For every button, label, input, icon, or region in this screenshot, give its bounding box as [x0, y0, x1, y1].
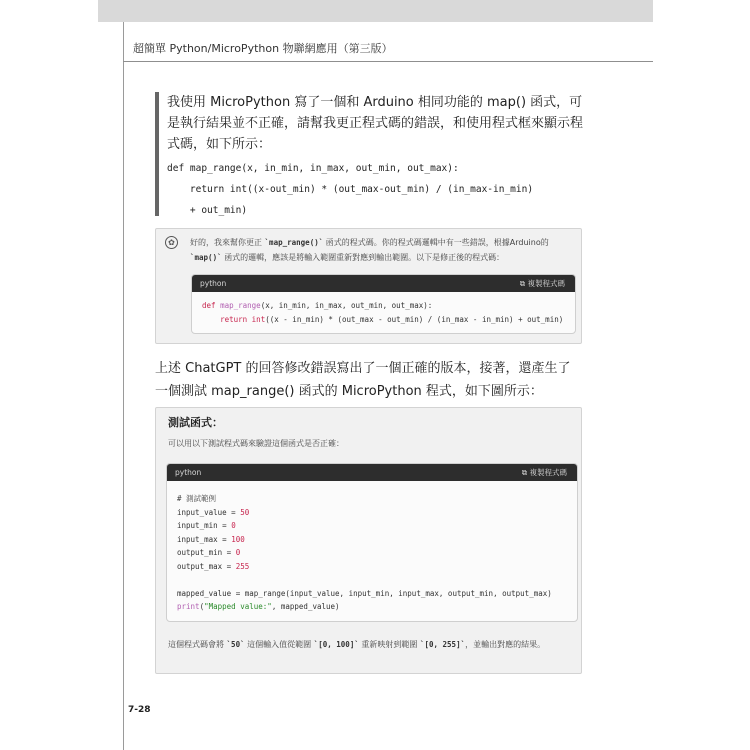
answer-text-part: 好的，我來幫你更正: [190, 238, 265, 247]
copy-code-button[interactable]: ⧉ 複製程式碼: [521, 468, 567, 477]
chatgpt-icon: ✿: [165, 236, 178, 249]
header-rule: [123, 61, 653, 62]
inline-code: `map_range()`: [264, 238, 324, 247]
footer-text-part: ，並輸出對應的結果。: [465, 640, 546, 649]
code-line: return int((x-out_min) * (out_max-out_min) / (in_max-in_min): [167, 184, 534, 195]
user-prompt-block: [155, 92, 595, 216]
prompt-text: 我使用 MicroPython 寫了一個和 Arduino 相同功能的 map() 函式，可是執行結果並不正確，請幫我更正程式碼的錯誤，和使用程式框來顯示程式碼，如下所示：: [167, 95, 584, 152]
answer-text-part: 函式的邏輯，應該是將輸入範圍重新對應到輸出範圍。以下是修正後的程式碼：: [221, 253, 505, 262]
running-header: 超簡單 Python/MicroPython 物聯網應用（第三版）: [133, 42, 393, 55]
code-line: output_max = 255: [177, 561, 250, 571]
test-function-block: [155, 407, 582, 674]
code-body: [167, 481, 577, 621]
test-code-block: [166, 463, 578, 622]
footer-text-part: 這個輸入值從範圍: [244, 640, 314, 649]
inline-code: `[0, 100]`: [313, 640, 359, 649]
prompt-code: [167, 158, 533, 221]
inline-code: `map()`: [190, 253, 222, 262]
inline-code: `[0, 255]`: [419, 640, 466, 649]
code-block: [191, 274, 576, 334]
body-paragraph: 上述 ChatGPT 的回答修改錯誤寫出了一個正確的版本，接著，還產生了一個測試 map_range() 函式的 MicroPython 程式，如下圖所示：: [155, 361, 571, 399]
code-line: return int((x - in_min) * (out_max - out_min) / (in_max - in_min) + out_min): [220, 314, 564, 324]
footer-text-part: 重新映射到範圍: [358, 640, 420, 649]
code-line: print("Mapped value:", mapped_value): [177, 602, 340, 611]
code-line: [177, 573, 567, 587]
code-line: input_max = 100: [177, 534, 245, 544]
footer-text-part: 這個程式碼會將: [168, 640, 227, 649]
answer-text: [190, 235, 570, 265]
copy-label: 複製程式碼: [529, 468, 567, 477]
inline-code: `50`: [226, 640, 245, 649]
code-line: def map_range(x, in_min, in_max, out_min, out_max):: [202, 301, 433, 310]
answer-text-part: 函式的程式碼。你的程式碼邏輯中有一些錯誤，根據Arduino的: [323, 238, 549, 247]
top-band: [98, 0, 653, 22]
chatgpt-answer-block: [155, 228, 582, 344]
code-line: input_min = 0: [177, 521, 236, 530]
copy-code-button[interactable]: ⧉ 複製程式碼: [519, 279, 565, 288]
code-language-label: python: [200, 279, 227, 288]
code-line: mapped_value = map_range(input_value, input_min, input_max, output_min, output_max): [177, 588, 552, 598]
code-line: output_min = 0: [177, 548, 241, 557]
left-margin-rule: [123, 22, 124, 750]
code-line: + out_min): [167, 205, 248, 216]
code-block-header: [167, 464, 577, 481]
test-intro: 可以用以下測試程式碼來驗證這個函式是否正確：: [168, 439, 344, 448]
test-footer-text: [168, 637, 573, 652]
code-body: [192, 292, 575, 333]
page-number: 7-28: [128, 705, 151, 715]
code-line: def map_range(x, in_min, in_max, out_min, out_max):: [167, 163, 459, 174]
test-heading: 測試函式：: [168, 416, 223, 429]
code-language-label: python: [175, 468, 202, 477]
code-line: input_value = 50: [177, 507, 250, 517]
copy-label: 複製程式碼: [527, 279, 565, 288]
quote-bar: [155, 92, 159, 216]
code-block-header: [192, 275, 575, 292]
code-line: # 測試範例: [177, 494, 217, 503]
